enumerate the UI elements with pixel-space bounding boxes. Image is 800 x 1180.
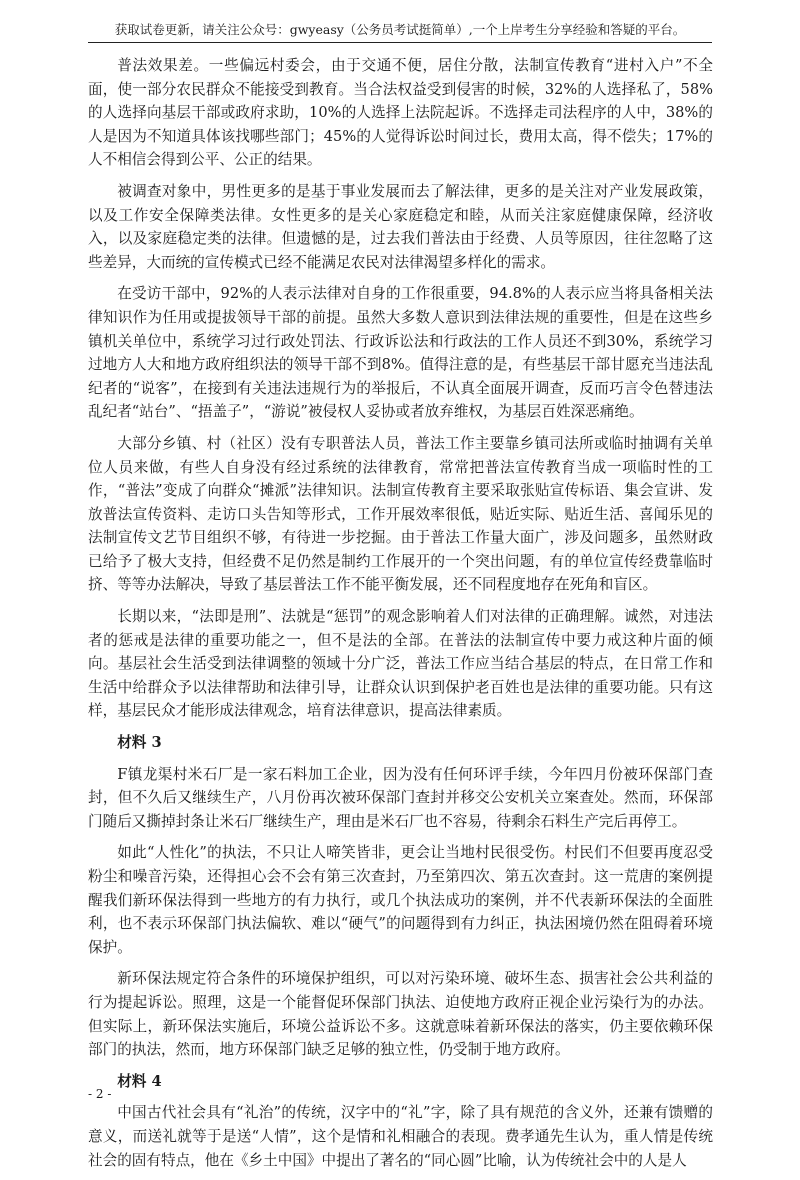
paragraph: 长期以来，“法即是刑”、法就是“惩罚”的观念影响着人们对法律的正确理解。诚然，对违法者的惩戒是法律的重要功能之一，但不是法的全部。在普法的法制宣传中要力戒这种片面的倾向。基层社会生活受到法律调整的领域十分广泛，普法工作应当结合基层的特点，在日常工作和生活中给群众予以法律帮助和法律引导，让群众认识到保护老百姓也是法律的重要功能。只有这样，基层民众才能形成法律观念，培育法律意识，提高法律素质。 [88, 608, 713, 720]
paragraph: 中国古代社会具有“礼治”的传统，汉字中的“礼”字，除了具有规范的含义外，还兼有馈赠的意义，而送礼就等于是送“人情”，这个是情和礼相融合的表现。费孝通先生认为，重人情是传统社会的固有特点，他在《乡土中国》中提出了著名的“同心圆”比喻，认为传统社会中的人是人 [88, 1104, 713, 1169]
page-number: - 2 - [88, 1087, 112, 1101]
paragraph: 普法效果差。一些偏远村委会，由于交通不便，居住分散，法制宣传教育“进村入户”不全面，使一部分农民群众不能接受到教育。当合法权益受到侵害的时候，32%的人选择私了，58%的人选择向基层干部或政府求助，10%的人选择上法院起诉。不选择走司法程序的人中，38%的人是因为不知道具体该找哪些部门；45%的人觉得诉讼时间过长，费用太高，得不偿失；17%的人不相信会得到公平、公正的结果。 [88, 57, 713, 169]
paragraph: 新环保法规定符合条件的环境保护组织，可以对污染环境、破坏生态、损害社会公共利益的行为提起诉讼。照理，这是一个能督促环保部门执法、迫使地方政府正视企业污染行为的办法。但实际上，新环保法实施后，环境公益诉讼不多。这就意味着新环保法的落实，仍主要依赖环保部门的执法，然而，地方环保部门缺乏足够的独立性，仍受制于地方政府。 [88, 970, 713, 1059]
paragraph: F镇龙渠村米石厂是一家石料加工企业，因为没有任何环评手续，今年四月份被环保部门查封，但不久后又继续生产，八月份再次被环保部门查封并移交公安机关立案查处。然而，环保部门随后又撕掉封条让米石厂继续生产，理由是米石厂也不容易，待剩余石料生产完后再停工。 [88, 765, 713, 830]
document-body [88, 54, 713, 1180]
page-header: 获取试卷更新，请关注公众号：gwyeasy（公务员考试挺简单）,一个上岸考生分享经验和答疑的平台。 [88, 20, 712, 43]
paragraph: 在受访干部中，92%的人表示法律对自身的工作很重要，94.8%的人表示应当将具备相关法律知识作为任用或提拔领导干部的前提。虽然大多数人意识到法律法规的重要性，但是在这些乡镇机关单位中，系统学习过行政处罚法、行政诉讼法和行政法的工作人员还不到30%，系统学习过地方人大和地方政府组织法的领导干部不到8%。值得注意的是，有些基层干部甘愿充当违法乱纪者的“说客”，在接到有关违法违规行为的举报后，不认真全面展开调查，反而巧言令色替违法乱纪者“站台”、“捂盖子”，“游说”被侵权人妥协或者放弃维权，为基层百姓深恶痛绝。 [88, 285, 713, 421]
paragraph: 被调查对象中，男性更多的是基于事业发展而去了解法律，更多的是关注对产业发展政策，以及工作安全保障类法律。女性更多的是关心家庭稳定和睦，从而关注家庭健康保障，经济收入，以及家庭稳定类的法律。但遗憾的是，过去我们普法由于经费、人员等原因，往往忽略了这些差异，大而统的宣传模式已经不能满足农民对法律渴望多样化的需求。 [88, 182, 713, 271]
material-3-heading: 材料 3 [117, 734, 162, 752]
material-4-heading: 材料 4 [117, 1072, 162, 1090]
paragraph: 如此“人性化”的执法，不只让人啼笑皆非，更会让当地村民很受伤。村民们不但要再度忍受粉尘和噪音污染，还得担心会不会有第三次查封，乃至第四次、第五次查封。这一荒唐的案例提醒我们新环保法得到一些地方的有力执行，或几个执法成功的案例，并不代表新环保法的全面胜利，也不表示环保部门执法偏软、难以“硬气”的问题得到有力纠正，执法困境仍然在阻碍着环境保护。 [88, 844, 713, 956]
paragraph: 大部分乡镇、村（社区）没有专职普法人员，普法工作主要靠乡镇司法所或临时抽调有关单位人员来做，有些人自身没有经过系统的法律教育，常常把普法宣传教育当成一项临时性的工作，“普法”变成了向群众“摊派”法律知识。法制宣传教育主要采取张贴宣传标语、集会宣讲、发放普法宣传资料、走访口头告知等形式，工作开展效率很低，贴近实际、贴近生活、喜闻乐见的法制宣传文艺节目组织不够，有待进一步挖掘。由于普法工作量大面广，涉及问题多，虽然财政已给予了极大支持，但经费不足仍然是制约工作展开的一个突出问题，有的单位宣传经费靠临时挤、等等办法解决，导致了基层普法工作不能平衡发展，还不同程度地存在死角和盲区。 [88, 434, 713, 594]
